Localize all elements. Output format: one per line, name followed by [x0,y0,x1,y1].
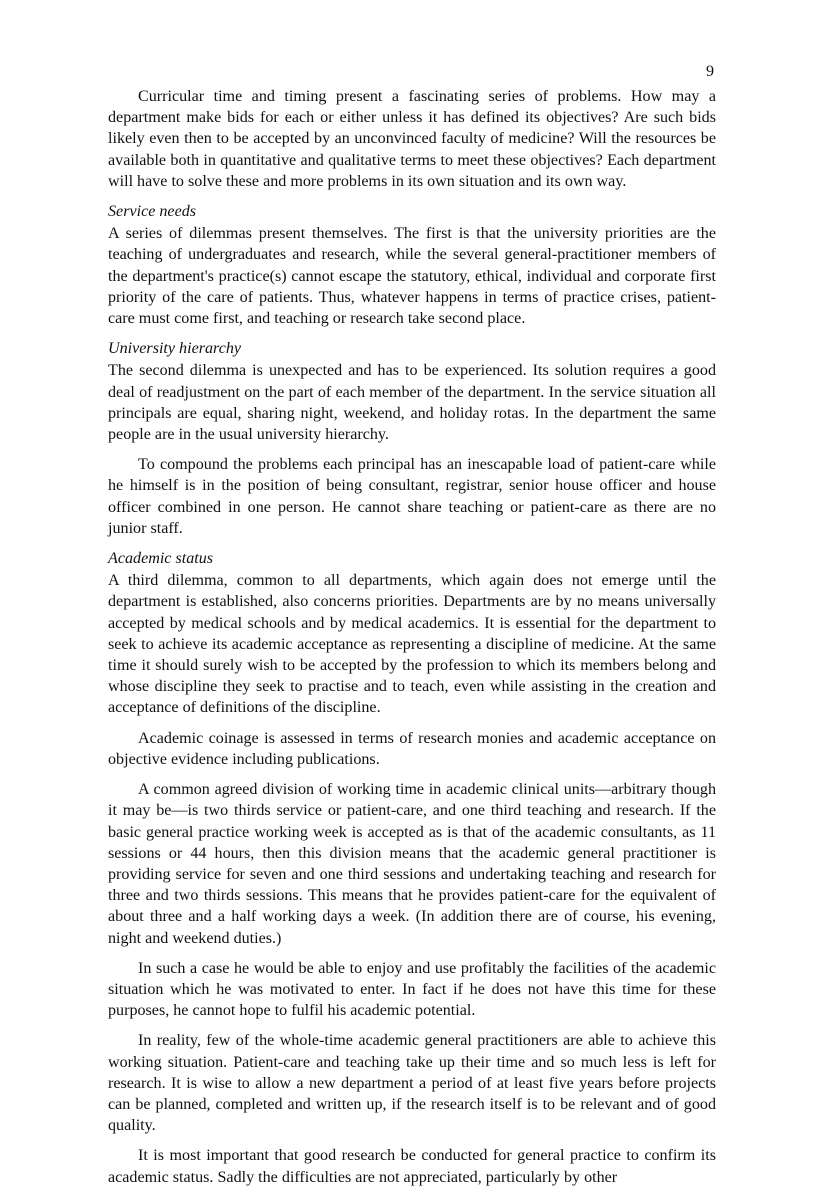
page-number: 9 [705,63,714,80]
paragraph-service-needs: A series of dilemmas present themselves. The first is that the university priorities are the teaching of undergraduates and research, while the several general-practitioner members of the department's practice(s) cannot escape the statutory, ethical, individual and corporate first priority of the care of patients. Thus, whatever happens in terms of practice crises, patient-care must come first, and teaching or research take second place. [108,225,716,328]
heading-academic-status: Academic status [108,550,214,568]
paragraph-such-a-case: In such a case he would be able to enjoy and use profitably the facilities of the academic situation which he was motivated to enter. In fact if he does not have this time for these purposes, he cannot hope to fulfil his academic potential. [108,959,716,1020]
paragraph-third-dilemma: A third dilemma, common to all departments, which again does not emerge until the department is established, also concerns priorities. Departments are by no means universally accepted by medical schools and by medical academics. It is essential for the department to seek to achieve its academic acceptance as representing a discipline of medicine. At the same time it should surely wish to be accepted by the profession to which its members belong and whose discipline they seek to practise and to teach, even while assisting in the creation and acceptance of definitions of the discipline. [108,572,716,717]
paragraph-second-dilemma: The second dilemma is unexpected and has to be experienced. Its solution requires a good deal of readjustment on the part of each member of the department. In the service situation all principals are equal, sharing night, weekend, and holiday rotas. In the department the same people are in the usual university hierarchy. [108,362,716,444]
paragraph-curricular-time: Curricular time and timing present a fascinating series of problems. How may a department make bids for each or either unless it has defined its objectives? Are such bids likely even then to be accepted by an unconvinced faculty of medicine? Will the resources be available both in quantitative and qualitative terms to meet these objectives? Each department will have to solve these and more problems in its own situation and its own way. [108,88,716,190]
paragraph-in-reality: In reality, few of the whole-time academic general practitioners are able to achieve this working situation. Patient-care and teaching take up their time and so much less is left for research. It is wise to allow a new department a period of at least five years before projects can be planned, completed and written up, if the research itself is to be relevant and of good quality. [108,1032,716,1135]
paragraph-compound-problems: To compound the problems each principal has an inescapable load of patient-care while he himself is in the position of being consultant, registrar, senior house officer and house officer combined in one person. He cannot share teaching or patient-care as there are no junior staff. [108,456,716,537]
document-page [108,62,716,1197]
paragraph-good-research: It is most important that good research be conducted for general practice to confirm its academic status. Sadly the difficulties are not appreciated, particularly by other [108,1147,716,1186]
heading-service-needs: Service needs [108,203,197,221]
paragraph-academic-coinage: Academic coinage is assessed in terms of research monies and academic acceptance on objective evidence including publications. [108,729,716,768]
heading-university-hierarchy: University hierarchy [108,340,242,358]
paragraph-working-time-division: A common agreed division of working time in academic clinical units—arbitrary though it may be—is two thirds service or patient-care, and one third teaching and research. If the basic general practice working week is accepted as is that of the academic consultants, as 11 sessions or 44 hours, then this division means that the academic general practitioner is providing service for seven and one third sessions and undertaking teaching and research for three and two thirds sessions. This means that he provides patient-care for the equivalent of about three and a half working days a week. (In addition there are of course, his evening, night and weekend duties.) [108,781,716,947]
